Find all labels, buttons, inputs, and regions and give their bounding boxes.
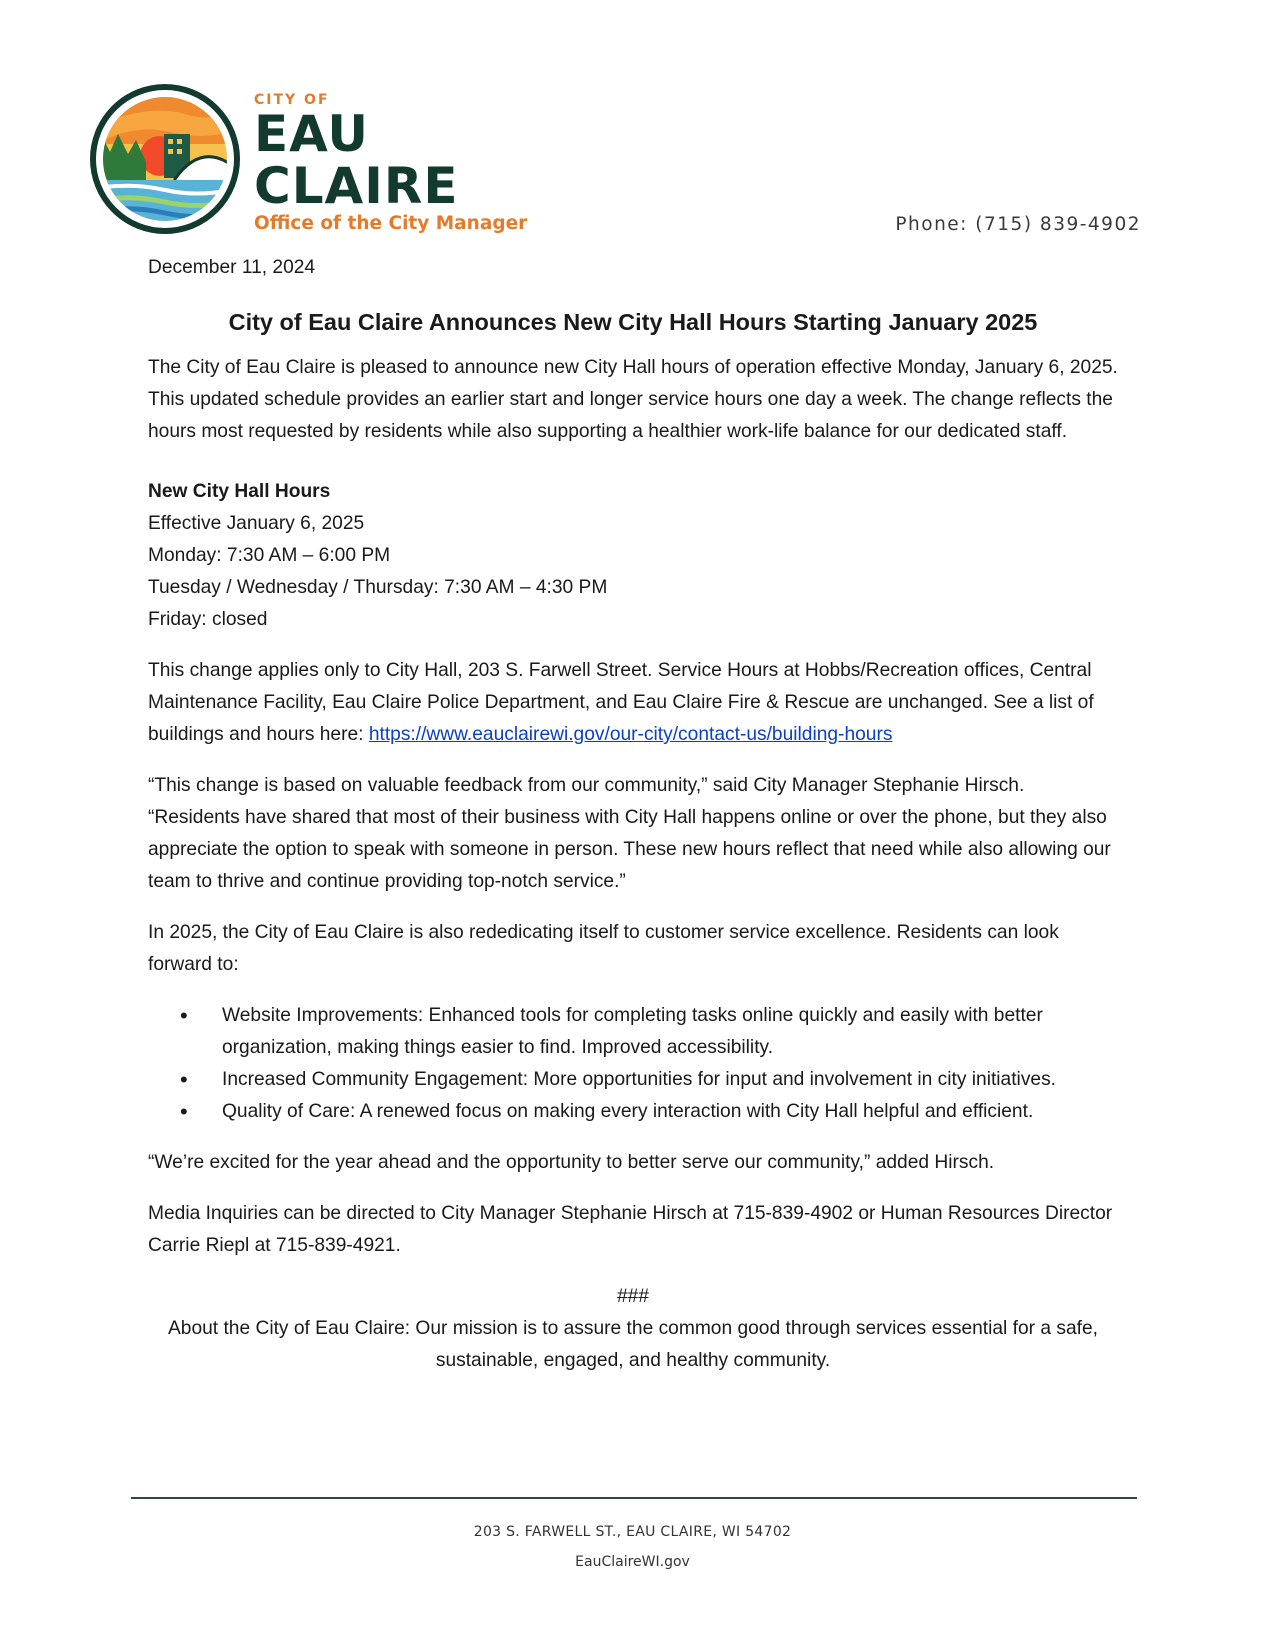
- about-statement: About the City of Eau Claire: Our mission is to assure the common good through services essential for a safe, sustainable, engaged, and healthy community.: [168, 1318, 1098, 1371]
- footer-address: 203 S. FARWELL ST., EAU CLAIRE, WI 54702: [473, 1524, 792, 1540]
- logo-name-line2: CLAIRE: [254, 157, 459, 215]
- release-date: December 11, 2024: [148, 257, 316, 278]
- hours-monday: Monday: 7:30 AM – 6:00 PM: [148, 545, 391, 566]
- footer-divider: [131, 1497, 1137, 1499]
- list-item: • Website Improvements: Enhanced tools for completing tasks online quickly and easily with better organization, making things easier to find. Improved accessibility.: [148, 1000, 1118, 1064]
- hours-effective: Effective January 6, 2025: [148, 513, 365, 534]
- list-item: • Quality of Care: A renewed focus on making every interaction with City Hall helpful and efficient.: [148, 1096, 1118, 1128]
- quote-paragraph: “This change is based on valuable feedback from our community,” said City Manager Stephanie Hirsch. “Residents have shared that most of their business with City Hall happens online or over the phone, but they also appreciate the option to speak with someone in person. These new hours reflect that need while also allowing our team to thrive and continue providing top-notch service.”: [148, 775, 1111, 892]
- hours-heading: New City Hall Hours: [148, 481, 331, 502]
- applies-paragraph: [148, 655, 1118, 751]
- closing-quote: “We’re excited for the year ahead and the opportunity to better serve our community,” added Hirsch.: [148, 1152, 995, 1173]
- city-seal-logo: [90, 84, 240, 234]
- logo-wordmark: [254, 92, 459, 215]
- hours-midweek: Tuesday / Wednesday / Thursday: 7:30 AM – 4:30 PM: [148, 577, 608, 598]
- intro-paragraph: The City of Eau Claire is pleased to announce new City Hall hours of operation effective Monday, January 6, 2025. This updated schedule provides an earlier start and longer service hours one day a week. The change reflects the hours most requested by residents while also supporting a healthier work-life balance for our dedicated staff.: [148, 357, 1118, 442]
- applies-text: This change applies only to City Hall, 203 S. Farwell Street. Service Hours at Hobbs/Recreation offices, Central Maintenance Facility, Eau Claire Police Department, and Eau Claire Fire & Rescue are unchanged. See a list of buildings and hours here:: [148, 660, 1094, 745]
- list-item: • Increased Community Engagement: More opportunities for input and involvement in city initiatives.: [148, 1064, 1118, 1096]
- logo-city-of: CITY OF: [254, 92, 330, 108]
- end-mark: ###: [616, 1286, 649, 1307]
- rededicate-paragraph: In 2025, the City of Eau Claire is also rededicating itself to customer service excellence. Residents can look forward to:: [148, 922, 1059, 975]
- header-phone: Phone: (715) 839-4902: [895, 214, 1141, 235]
- improvement-list: [148, 1000, 1118, 1128]
- hours-friday: Friday: closed: [148, 609, 268, 630]
- building-hours-link[interactable]: https://www.eauclairewi.gov/our-city/contact-us/building-hours: [368, 724, 893, 745]
- release-title: City of Eau Claire Announces New City Hall Hours Starting January 2025: [228, 309, 1038, 335]
- body-text: [148, 352, 1118, 1377]
- office-name: Office of the City Manager: [254, 213, 528, 234]
- logo-name-line1: EAU: [254, 105, 369, 163]
- media-inquiries: Media Inquiries can be directed to City Manager Stephanie Hirsch at 715-839-4902 or Human Resources Director Carrie Riepl at 715-839-4921.: [148, 1203, 1113, 1256]
- footer-website: EauClaireWI.gov: [575, 1554, 690, 1570]
